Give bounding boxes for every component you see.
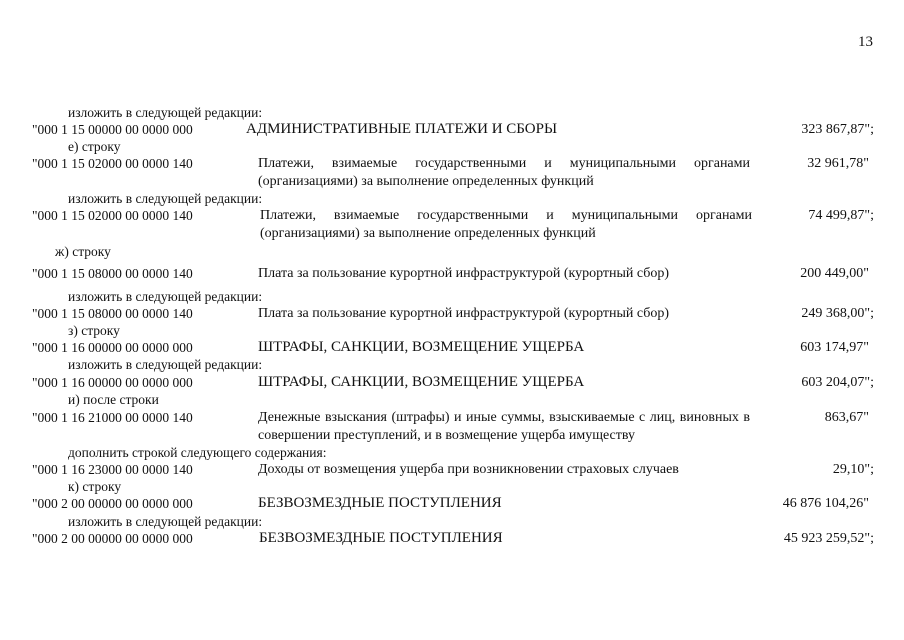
budget-code: "000 1 15 02000 00 0000 140 <box>32 208 193 223</box>
budget-amount: 200 449,00" <box>800 266 869 281</box>
budget-code: "000 1 16 21000 00 0000 140 <box>32 410 193 425</box>
budget-amount: 29,10"; <box>832 462 874 477</box>
budget-item-name: АДМИНИСТРАТИВНЫЕ ПЛАТЕЖИ И СБОРЫ <box>246 121 558 137</box>
budget-item-name: Денежные взыскания (штрафы) и иные суммы, взыскиваемые с лиц, виновных в совершении преступлений, и в возмещение ущерба имуществу <box>258 410 750 443</box>
budget-code: "000 1 15 08000 00 0000 140 <box>32 306 193 321</box>
budget-item-name: Доходы от возмещения ущерба при возникновении страховых случаев <box>258 462 679 477</box>
instruction-note: дополнить строкой следующего содержания: <box>68 445 327 460</box>
budget-amount: 863,67" <box>824 410 869 425</box>
budget-item-name: БЕЗВОЗМЕЗДНЫЕ ПОСТУПЛЕНИЯ <box>258 495 502 511</box>
budget-item-name: БЕЗВОЗМЕЗДНЫЕ ПОСТУПЛЕНИЯ <box>259 530 503 546</box>
budget-code: "000 1 16 23000 00 0000 140 <box>32 462 193 477</box>
instruction-note: е) строку <box>68 139 121 154</box>
instruction-note: изложить в следующей редакции: <box>68 191 263 206</box>
budget-item-name: Плата за пользование курортной инфраструктурой (курортный сбор) <box>258 306 670 321</box>
instruction-note: изложить в следующей редакции: <box>68 289 263 304</box>
instruction-note: к) строку <box>68 479 122 494</box>
budget-code: "000 1 15 00000 00 0000 000 <box>32 122 193 137</box>
instruction-note: ж) строку <box>55 244 111 259</box>
budget-amount: 603 174,97" <box>800 340 869 355</box>
instruction-note: изложить в следующей редакции: <box>68 105 263 120</box>
budget-amount: 249 368,00"; <box>801 306 874 321</box>
budget-code: "000 1 16 00000 00 0000 000 <box>32 340 193 355</box>
budget-item-name: ШТРАФЫ, САНКЦИИ, ВОЗМЕЩЕНИЕ УЩЕРБА <box>258 339 585 355</box>
budget-code: "000 1 15 08000 00 0000 140 <box>32 266 193 281</box>
budget-amount: 46 876 104,26" <box>782 496 869 511</box>
budget-amount: 603 204,07"; <box>801 375 874 390</box>
budget-amount: 74 499,87"; <box>808 208 874 223</box>
budget-amount: 45 923 259,52"; <box>783 531 874 546</box>
budget-code: "000 1 15 02000 00 0000 140 <box>32 156 193 171</box>
instruction-note: изложить в следующей редакции: <box>68 514 263 529</box>
budget-amount: 32 961,78" <box>807 156 869 171</box>
budget-item-name: Платежи, взимаемые государственными и муниципальными органами (организациями) за выполнение определенных функций <box>260 208 752 241</box>
instruction-note: з) строку <box>68 323 120 338</box>
budget-code: "000 2 00 00000 00 0000 000 <box>32 496 193 511</box>
budget-item-name: ШТРАФЫ, САНКЦИИ, ВОЗМЕЩЕНИЕ УЩЕРБА <box>258 374 585 390</box>
instruction-note: и) после строки <box>68 392 159 407</box>
instruction-note: изложить в следующей редакции: <box>68 357 263 372</box>
page-number: 13 <box>858 34 873 50</box>
budget-item-name: Плата за пользование курортной инфраструктурой (курортный сбор) <box>258 266 670 281</box>
budget-code: "000 2 00 00000 00 0000 000 <box>32 531 193 546</box>
budget-code: "000 1 16 00000 00 0000 000 <box>32 375 193 390</box>
budget-item-name: Платежи, взимаемые государственными и муниципальными органами (организациями) за выполнение определенных функций <box>258 156 750 189</box>
budget-amount: 323 867,87"; <box>801 122 874 137</box>
